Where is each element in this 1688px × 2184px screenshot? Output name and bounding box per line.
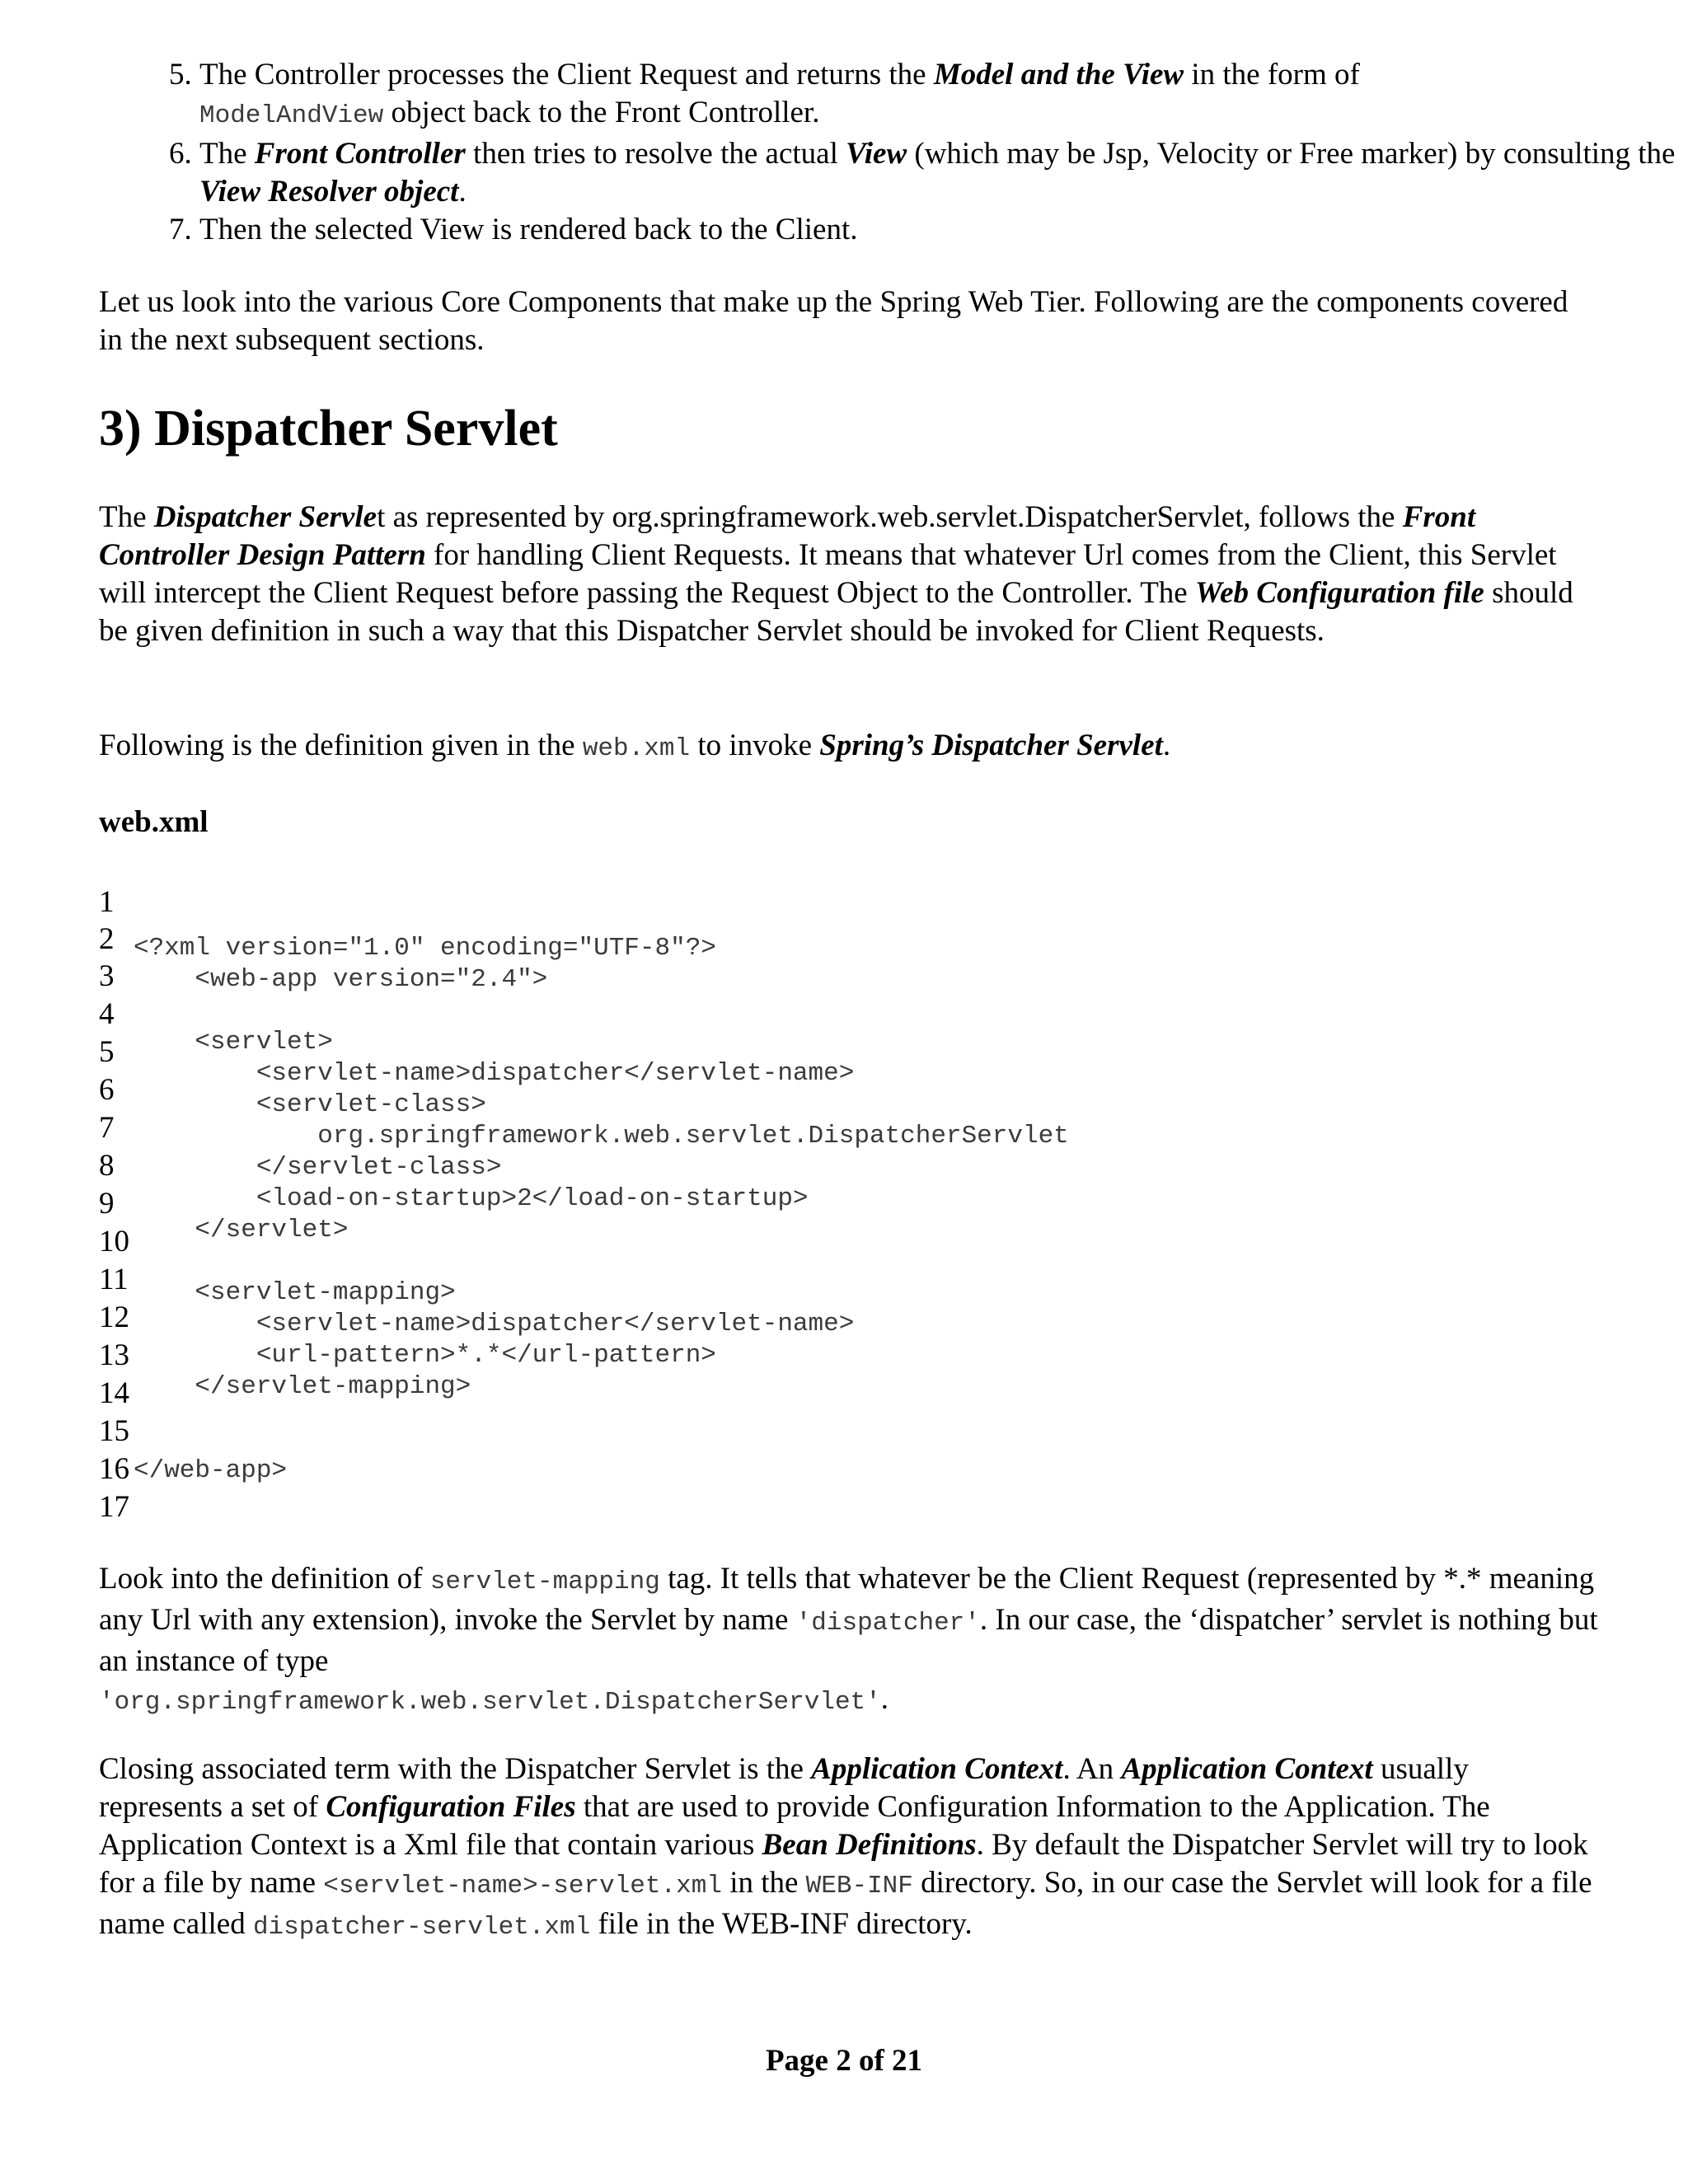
code-line: <?xml version="1.0" encoding="UTF-8"?> (134, 934, 716, 963)
code-line: <servlet-name>dispatcher</servlet-name> (134, 1310, 855, 1338)
line-number: 9 (99, 1187, 115, 1221)
servlet-mapping-paragraph: Look into the definition of servlet-mapping tag. It tells that whatever be the Client Request (represented by *.* meaning any Url with any extension), invoke the Servlet by name 'dispatcher'. In our case, the ‘dispatcher’ servlet is nothing but an instance of type 'org.springframework.web.servlet.DispatcherServlet'. (99, 1562, 1598, 1717)
step-item-7: 7. Then the selected View is rendered back to the Client. (199, 211, 1688, 249)
line-number: 4 (99, 997, 115, 1031)
emphasis-front-controller: Front Controller (254, 137, 466, 171)
inline-code-modelandview: ModelAndView (199, 101, 384, 130)
emphasis-front-controller-pattern: Front Controller Design Pattern (99, 500, 1476, 572)
emphasis-model-and-view: Model and the View (933, 58, 1184, 91)
emphasis-application-context: Application Context (811, 1752, 1063, 1786)
step-item-5: 5. The Controller processes the Client Request and returns the Model and the View in the form of ModelAndView object back to the Front Controller. (199, 56, 1688, 135)
emphasis-view: View (846, 137, 907, 171)
line-number: 14 (99, 1376, 129, 1410)
code-line: <load-on-startup>2</load-on-startup> (134, 1184, 809, 1213)
emphasis-configuration-files: Configuration Files (326, 1790, 576, 1824)
code-line: </web-app> (134, 1456, 288, 1485)
code-label: web.xml (99, 805, 209, 839)
code-line: </servlet-class> (134, 1153, 502, 1182)
line-number: 15 (99, 1414, 129, 1448)
emphasis-bean-definitions: Bean Definitions (762, 1828, 977, 1862)
line-number: 10 (99, 1225, 129, 1258)
code-line: <servlet-class> (134, 1090, 486, 1119)
emphasis-application-context: Application Context (1121, 1752, 1373, 1786)
line-number: 11 (99, 1263, 129, 1296)
step-item-6: 6. The Front Controller then tries to resolve the actual View (which may be Jsp, Velocity or Free marker) by consulting the View Resolver object. (199, 135, 1688, 211)
code-line: <servlet-mapping> (134, 1278, 456, 1307)
intro-paragraph: Let us look into the various Core Components that make up the Spring Web Tier. Following are the components covered in the next subsequent sections. (99, 285, 1568, 357)
code-line: <web-app version="2.4"> (134, 965, 548, 994)
line-number: 2 (99, 922, 115, 956)
emphasis-view-resolver: View Resolver object (199, 175, 459, 209)
line-number: 1 (99, 885, 115, 919)
dispatcher-description-paragraph: The Dispatcher Servlet as represented by org.springframework.web.servlet.DispatcherServlet, follows the Front Controller Design Pattern for handling Client Requests. It means that whatever Url comes from the Client, this Servlet will intercept the Client Request before passing the Request Object to the Controller. The Web Configuration file should be given definition in such a way that this Dispatcher Servlet should be invoked for Client Requests. (99, 500, 1573, 648)
inline-code-web-inf: WEB-INF (805, 1872, 913, 1900)
emphasis-web-configuration-file: Web Configuration file (1194, 576, 1484, 610)
inline-code-servlet-mapping: servlet-mapping (429, 1568, 660, 1596)
inline-code-dispatcher-servlet-xml: dispatcher-servlet.xml (252, 1913, 591, 1942)
line-number: 7 (99, 1111, 115, 1145)
line-number: 8 (99, 1149, 115, 1183)
line-number: 16 (99, 1452, 129, 1486)
line-number: 17 (99, 1490, 129, 1524)
emphasis-springs-dispatcher-servlet: Spring’s Dispatcher Servlet (819, 729, 1163, 762)
inline-code-servlet-name-xml: <servlet-name>-servlet.xml (323, 1872, 722, 1900)
code-line: </servlet-mapping> (134, 1372, 471, 1401)
numbered-steps-list (99, 56, 1688, 249)
code-line: </servlet> (134, 1216, 349, 1244)
web-xml-intro-paragraph: Following is the definition given in the web.xml to invoke Spring’s Dispatcher Servlet. (99, 729, 1171, 763)
line-number: 12 (99, 1301, 129, 1334)
emphasis-dispatcher-servlet: Dispatcher Servle (153, 500, 377, 534)
line-number: 3 (99, 959, 115, 993)
inline-code-dispatcher-servlet-class: 'org.springframework.web.servlet.DispatcherServlet' (99, 1688, 881, 1717)
inline-code-dispatcher: 'dispatcher' (795, 1609, 980, 1638)
section-heading: 3) Dispatcher Servlet (99, 401, 558, 457)
application-context-paragraph: Closing associated term with the Dispatcher Servlet is the Application Context. An Application Context usually represents a set of Configuration Files that are used to provide Configuration Information to the Application. The Application Context is a Xml file that contain various Bean Definitions. By default the Dispatcher Servlet will try to look for a file by name <servlet-name>-servlet.xml in the WEB-INF directory. So, in our case the Servlet will look for a file name called dispatcher-servlet.xml file in the WEB-INF directory. (99, 1752, 1592, 1942)
page-number-footer: Page 2 of 21 (765, 2044, 923, 2078)
code-line: org.springframework.web.servlet.DispatcherServlet (134, 1122, 1069, 1151)
line-number: 5 (99, 1035, 115, 1069)
code-line: <url-pattern>*.*</url-pattern> (134, 1341, 716, 1370)
code-line: <servlet> (134, 1028, 333, 1057)
inline-code-web-xml: web.xml (582, 734, 691, 763)
line-number: 13 (99, 1338, 129, 1372)
code-line: <servlet-name>dispatcher</servlet-name> (134, 1059, 855, 1088)
line-number: 6 (99, 1073, 115, 1107)
